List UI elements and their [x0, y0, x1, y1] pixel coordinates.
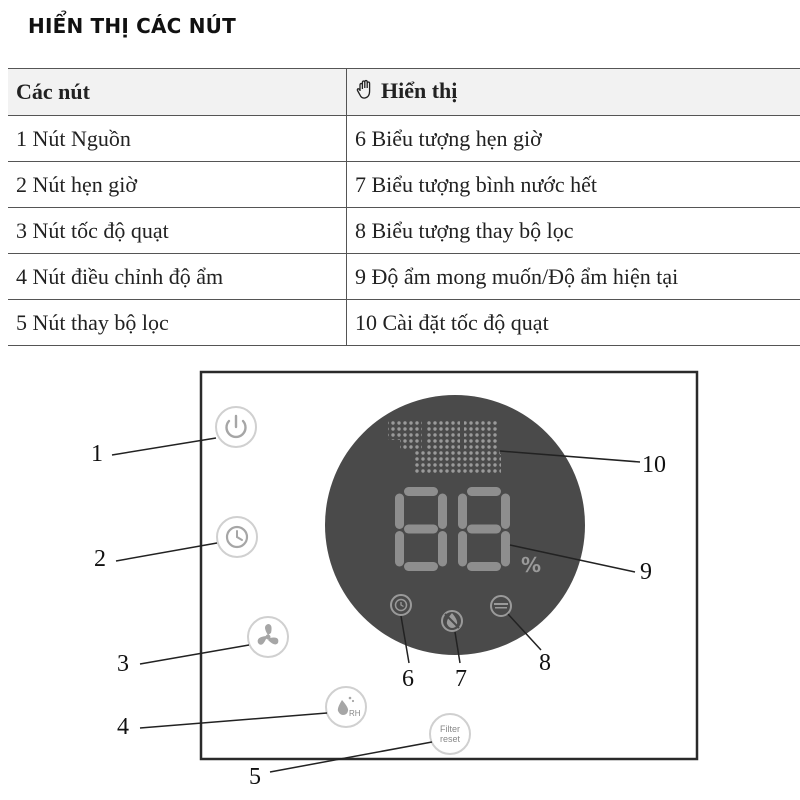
timer-button[interactable] [217, 517, 257, 557]
header-buttons: Các nút [8, 69, 347, 116]
digit-segment [404, 562, 438, 571]
page-heading: HIỂN THỊ CÁC NÚT [28, 14, 236, 38]
fan-speed-button[interactable] [248, 617, 288, 657]
callout-5: 5 [249, 764, 261, 790]
table-cell: 5 Nút thay bộ lọc [8, 300, 347, 346]
callout-10: 10 [642, 452, 666, 478]
filter-label: Filter [440, 724, 460, 734]
fan-speed-bar-2 [426, 419, 460, 449]
digit-segment [458, 531, 467, 567]
table-cell: 1 Nút Nguồn [8, 116, 347, 162]
callout-9: 9 [640, 559, 652, 585]
callout-7: 7 [455, 666, 467, 692]
digit-segment [438, 494, 447, 530]
percent-sign: % [521, 553, 542, 577]
fan-speed-bar-3 [464, 419, 498, 449]
fan-speed-base [413, 451, 501, 473]
digit-segment [467, 487, 501, 496]
callout-3: 3 [117, 651, 129, 677]
rh-label: RH [349, 709, 361, 718]
header-display-label: Hiển thị [381, 77, 458, 103]
digit-segment [467, 562, 501, 571]
digit-segment [395, 531, 404, 567]
table-cell: 7 Biểu tượng bình nước hết [347, 162, 800, 208]
callout-8: 8 [539, 650, 551, 676]
table-cell: 6 Biểu tượng hẹn giờ [347, 116, 800, 162]
reset-label: reset [439, 734, 461, 744]
callout-4: 4 [117, 714, 129, 740]
digit-segment [501, 531, 510, 567]
digit-segment [404, 487, 438, 496]
callout-6: 6 [402, 666, 414, 692]
digit-segment [404, 525, 438, 534]
digit-segment [395, 494, 404, 530]
callout-2: 2 [94, 546, 106, 572]
table-cell: 9 Độ ẩm mong muốn/Độ ẩm hiện tại [347, 254, 800, 300]
callout-1: 1 [91, 441, 103, 467]
table-cell: 3 Nút tốc độ quạt [8, 208, 347, 254]
digit-segment [438, 531, 447, 567]
table-cell: 8 Biểu tượng thay bộ lọc [347, 208, 800, 254]
humidity-button[interactable] [326, 687, 366, 727]
table-cell: 4 Nút điều chỉnh độ ẩm [8, 254, 347, 300]
power-button[interactable] [216, 407, 256, 447]
digit-segment [501, 494, 510, 530]
table-cell: 2 Nút hẹn giờ [8, 162, 347, 208]
digit-segment [458, 494, 467, 530]
filter-reset-button[interactable] [430, 714, 470, 754]
table-cell: 10 Cài đặt tốc độ quạt [347, 300, 800, 346]
digit-segment [467, 525, 501, 534]
